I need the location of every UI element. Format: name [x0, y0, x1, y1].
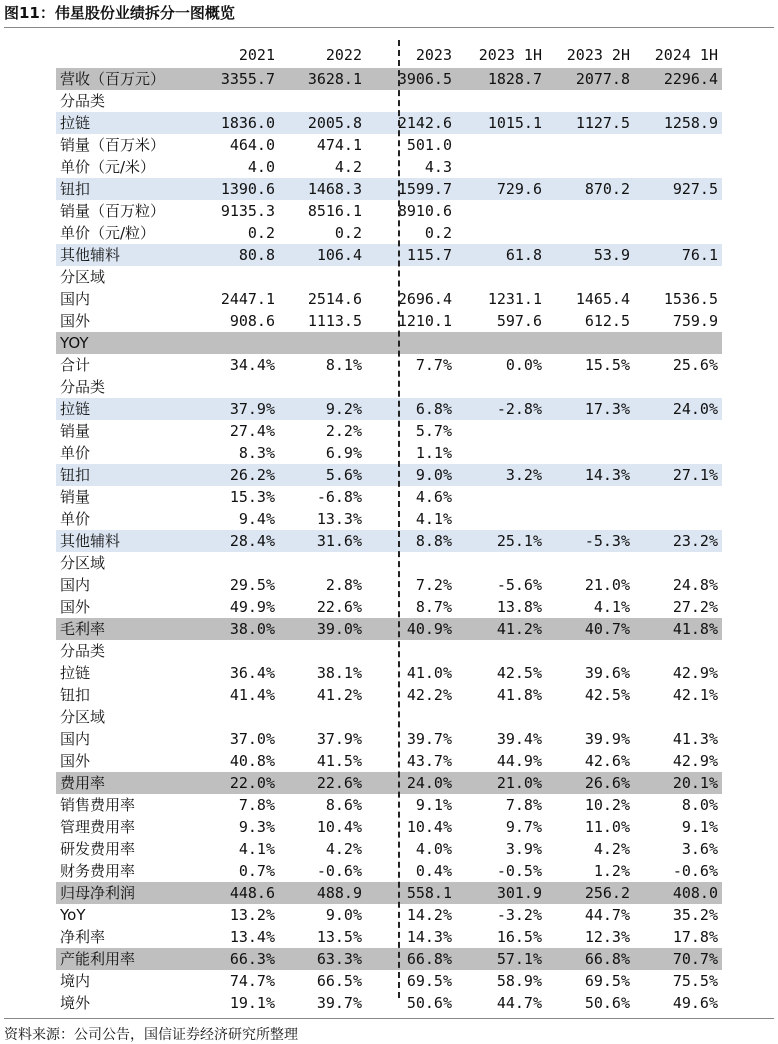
table-cell: 2.8%: [325, 576, 362, 594]
table-cell: 474.1: [316, 136, 362, 154]
table-cell: 66.5%: [316, 972, 362, 990]
table-cell: 13.8%: [496, 598, 542, 616]
row-label: 国内: [60, 290, 91, 308]
table-cell: 49.6%: [672, 994, 718, 1012]
table-cell: 3.9%: [505, 840, 542, 858]
row-label: 销售费用率: [60, 796, 136, 814]
table-cell: 2296.4: [663, 70, 718, 88]
table-cell: 41.8%: [672, 620, 718, 638]
table-row: [56, 376, 722, 398]
row-label: 拉链: [60, 114, 91, 132]
table-row: [56, 530, 722, 552]
table-cell: 1.2%: [593, 862, 630, 880]
table-cell: 66.8%: [406, 950, 452, 968]
table-row: [56, 464, 722, 486]
table-cell: 8.8%: [415, 532, 452, 550]
row-label: 合计: [60, 356, 91, 374]
table-cell: 34.4%: [229, 356, 275, 374]
table-cell: 8.3%: [238, 444, 275, 462]
table-cell: 39.6%: [584, 664, 630, 682]
row-label: 单价: [60, 510, 91, 528]
table-cell: 44.7%: [496, 994, 542, 1012]
row-label: 销量（百万粒）: [60, 202, 166, 220]
table-row: [56, 244, 722, 266]
table-row: [56, 794, 722, 816]
table-row: [56, 68, 722, 90]
column-header-2021: 2021: [238, 46, 275, 64]
table-cell: 1231.1: [487, 290, 542, 308]
table-cell: 29.5%: [229, 576, 275, 594]
table-cell: 41.5%: [316, 752, 362, 770]
row-label: 钮扣: [60, 466, 91, 484]
table-cell: 38.0%: [229, 620, 275, 638]
table-row: [56, 860, 722, 882]
table-cell: 8.6%: [325, 796, 362, 814]
row-label: 分品类: [60, 378, 106, 396]
table-cell: 13.5%: [316, 928, 362, 946]
table-row: [56, 750, 722, 772]
table-cell: 37.9%: [316, 730, 362, 748]
table-cell: 23.2%: [672, 532, 718, 550]
table-cell: 37.0%: [229, 730, 275, 748]
table-row: [56, 354, 722, 376]
table-cell: 39.7%: [316, 994, 362, 1012]
table-row: [56, 508, 722, 530]
table-cell: 69.5%: [406, 972, 452, 990]
table-row: [56, 310, 722, 332]
table-cell: 5.7%: [415, 422, 452, 440]
table-cell: 9.2%: [325, 400, 362, 418]
table-cell: 2447.1: [220, 290, 275, 308]
table-cell: 8.1%: [325, 356, 362, 374]
table-cell: 1468.3: [307, 180, 362, 198]
row-label: 分区域: [60, 708, 106, 726]
table-cell: 38.1%: [316, 664, 362, 682]
table-cell: 36.4%: [229, 664, 275, 682]
table-cell: 8516.1: [307, 202, 362, 220]
table-cell: 3.6%: [681, 840, 718, 858]
table-cell: 3906.5: [397, 70, 452, 88]
table-cell: 41.4%: [229, 686, 275, 704]
figure-title: 图11：伟星股份业绩拆分一图概览: [4, 4, 235, 22]
table-cell: 35.2%: [672, 906, 718, 924]
table-row: [56, 486, 722, 508]
table-cell: 13.2%: [229, 906, 275, 924]
table-cell: 41.2%: [496, 620, 542, 638]
table-cell: 558.1: [406, 884, 452, 902]
table-row: [56, 662, 722, 684]
row-label: 分区域: [60, 554, 106, 572]
table-cell: 7.7%: [415, 356, 452, 374]
table-cell: 488.9: [316, 884, 362, 902]
row-label: 钮扣: [60, 686, 91, 704]
table-cell: 501.0: [406, 136, 452, 154]
table-cell: 57.1%: [496, 950, 542, 968]
table-cell: 9.3%: [238, 818, 275, 836]
table-cell: -5.3%: [584, 532, 630, 550]
table-cell: 4.3: [424, 158, 452, 176]
table-row: [56, 684, 722, 706]
row-label: 国外: [60, 598, 91, 616]
table-cell: 15.5%: [584, 356, 630, 374]
table-cell: 58.9%: [496, 972, 542, 990]
table-cell: 4.2: [334, 158, 362, 176]
row-label: 钮扣: [60, 180, 91, 198]
table-cell: 76.1: [681, 246, 718, 264]
table-cell: 464.0: [229, 136, 275, 154]
table-cell: 61.8: [505, 246, 542, 264]
table-cell: 19.1%: [229, 994, 275, 1012]
table-cell: 1127.5: [575, 114, 630, 132]
table-cell: 49.9%: [229, 598, 275, 616]
table-row: [56, 992, 722, 1014]
table-cell: 2696.4: [397, 290, 452, 308]
row-label: 分区域: [60, 268, 106, 286]
table-row: [56, 134, 722, 156]
table-cell: 31.6%: [316, 532, 362, 550]
row-label: 净利率: [60, 928, 106, 946]
table-cell: 17.8%: [672, 928, 718, 946]
table-cell: 22.6%: [316, 774, 362, 792]
table-cell: 729.6: [496, 180, 542, 198]
table-cell: 20.1%: [672, 774, 718, 792]
column-header-2022: 2022: [325, 46, 362, 64]
table-cell: 9.7%: [505, 818, 542, 836]
table-cell: 0.4%: [415, 862, 452, 880]
row-label: 单价（元/米）: [60, 158, 156, 176]
row-label: 其他辅料: [60, 532, 121, 550]
table-cell: 26.6%: [584, 774, 630, 792]
table-cell: 408.0: [672, 884, 718, 902]
table-cell: 12.3%: [584, 928, 630, 946]
table-row: [56, 574, 722, 596]
table-cell: 10.4%: [406, 818, 452, 836]
table-cell: 15.3%: [229, 488, 275, 506]
table-cell: 42.9%: [672, 664, 718, 682]
table-cell: 27.2%: [672, 598, 718, 616]
table-cell: 597.6: [496, 312, 542, 330]
table-cell: 9.1%: [415, 796, 452, 814]
table-row: [56, 882, 722, 904]
table-cell: 7.8%: [505, 796, 542, 814]
table-cell: 4.2%: [593, 840, 630, 858]
table-cell: 256.2: [584, 884, 630, 902]
table-cell: 16.5%: [496, 928, 542, 946]
table-row: [56, 442, 722, 464]
table-cell: 0.0%: [505, 356, 542, 374]
column-header-2023: 2023: [415, 46, 452, 64]
table-row: [56, 772, 722, 794]
table-cell: 4.0: [247, 158, 275, 176]
table-cell: 106.4: [316, 246, 362, 264]
row-label: YOY: [60, 334, 89, 352]
table-cell: 9.0%: [325, 906, 362, 924]
table-row: [56, 90, 722, 112]
table-row: [56, 552, 722, 574]
table-row: [56, 948, 722, 970]
column-header-2023-2h: 2023 2H: [566, 46, 630, 64]
table-cell: 75.5%: [672, 972, 718, 990]
table-cell: -3.2%: [496, 906, 542, 924]
row-label: 国内: [60, 730, 91, 748]
table-cell: 0.2: [334, 224, 362, 242]
table-cell: 14.3%: [584, 466, 630, 484]
table-cell: 41.3%: [672, 730, 718, 748]
table-cell: 70.7%: [672, 950, 718, 968]
top-rule: [4, 27, 774, 28]
table-row: [56, 728, 722, 750]
table-cell: 63.3%: [316, 950, 362, 968]
row-label: 销量（百万米）: [60, 136, 166, 154]
table-cell: 9135.3: [220, 202, 275, 220]
table-cell: -5.6%: [496, 576, 542, 594]
table-cell: 24.0%: [406, 774, 452, 792]
period-divider-dashed-line: [398, 40, 400, 998]
table-row: [56, 640, 722, 662]
table-row: [56, 420, 722, 442]
table-cell: 42.5%: [584, 686, 630, 704]
table-cell: 4.6%: [415, 488, 452, 506]
table-cell: 24.0%: [672, 400, 718, 418]
table-row: [56, 970, 722, 992]
table-cell: 21.0%: [584, 576, 630, 594]
table-cell: 8910.6: [397, 202, 452, 220]
table-row: [56, 288, 722, 310]
table-cell: 4.0%: [415, 840, 452, 858]
table-cell: 2077.8: [575, 70, 630, 88]
table-cell: 39.0%: [316, 620, 362, 638]
table-row: [56, 926, 722, 948]
table-cell: 42.5%: [496, 664, 542, 682]
table-cell: 39.7%: [406, 730, 452, 748]
table-cell: 0.7%: [238, 862, 275, 880]
table-cell: 17.3%: [584, 400, 630, 418]
table-cell: 22.6%: [316, 598, 362, 616]
table-cell: -2.8%: [496, 400, 542, 418]
table-cell: 1836.0: [220, 114, 275, 132]
table-cell: 42.9%: [672, 752, 718, 770]
table-row: [56, 332, 722, 354]
table-cell: 42.6%: [584, 752, 630, 770]
table-cell: 10.4%: [316, 818, 362, 836]
table-cell: -0.6%: [672, 862, 718, 880]
table-cell: 1536.5: [663, 290, 718, 308]
table-cell: 40.9%: [406, 620, 452, 638]
row-label: 财务费用率: [60, 862, 136, 880]
source-note: 资料来源：公司公告，国信证券经济研究所整理: [4, 1027, 298, 1043]
table-row: [56, 816, 722, 838]
row-label: 营收（百万元）: [60, 70, 166, 88]
table-cell: 41.8%: [496, 686, 542, 704]
table-cell: 74.7%: [229, 972, 275, 990]
table-cell: 6.8%: [415, 400, 452, 418]
table-cell: 0.2: [247, 224, 275, 242]
column-header-2024-1h: 2024 1H: [654, 46, 718, 64]
table-cell: 21.0%: [496, 774, 542, 792]
table-row: [56, 618, 722, 640]
table-cell: 44.9%: [496, 752, 542, 770]
row-label: 境内: [60, 972, 91, 990]
row-label: 管理费用率: [60, 818, 136, 836]
table-cell: 25.1%: [496, 532, 542, 550]
row-label: 国外: [60, 752, 91, 770]
table-cell: 27.1%: [672, 466, 718, 484]
table-cell: 759.9: [672, 312, 718, 330]
table-cell: 10.2%: [584, 796, 630, 814]
table-cell: 6.9%: [325, 444, 362, 462]
table-cell: 1465.4: [575, 290, 630, 308]
row-label: 产能利用率: [60, 950, 136, 968]
table-cell: 3628.1: [307, 70, 362, 88]
table-cell: 1113.5: [307, 312, 362, 330]
table-cell: 7.8%: [238, 796, 275, 814]
table-cell: 13.3%: [316, 510, 362, 528]
table-cell: 8.0%: [681, 796, 718, 814]
table-cell: 7.2%: [415, 576, 452, 594]
table-cell: 43.7%: [406, 752, 452, 770]
table-cell: 66.3%: [229, 950, 275, 968]
row-label: 销量: [60, 488, 91, 506]
table-cell: 1828.7: [487, 70, 542, 88]
table-cell: 2005.8: [307, 114, 362, 132]
table-cell: -6.8%: [316, 488, 362, 506]
table-cell: 1390.6: [220, 180, 275, 198]
table-row: [56, 904, 722, 926]
table-cell: 14.2%: [406, 906, 452, 924]
table-cell: 448.6: [229, 884, 275, 902]
row-label: 销量: [60, 422, 91, 440]
table-cell: 40.7%: [584, 620, 630, 638]
bottom-rule: [4, 1018, 774, 1019]
row-label: 其他辅料: [60, 246, 121, 264]
table-cell: 4.1%: [415, 510, 452, 528]
table-cell: 28.4%: [229, 532, 275, 550]
row-label: 分品类: [60, 642, 106, 660]
table-row: [56, 178, 722, 200]
table-cell: 9.1%: [681, 818, 718, 836]
table-cell: 1210.1: [397, 312, 452, 330]
table-cell: 0.2: [424, 224, 452, 242]
table-row: [56, 838, 722, 860]
table-cell: 41.2%: [316, 686, 362, 704]
row-label: 国外: [60, 312, 91, 330]
table-row: [56, 596, 722, 618]
table-cell: 24.8%: [672, 576, 718, 594]
table-cell: 41.0%: [406, 664, 452, 682]
table-cell: 42.1%: [672, 686, 718, 704]
table-cell: 13.4%: [229, 928, 275, 946]
table-cell: 27.4%: [229, 422, 275, 440]
table-cell: 14.3%: [406, 928, 452, 946]
table-cell: 25.6%: [672, 356, 718, 374]
table-cell: 2.2%: [325, 422, 362, 440]
row-label: 分品类: [60, 92, 106, 110]
table-cell: 3.2%: [505, 466, 542, 484]
table-cell: 39.9%: [584, 730, 630, 748]
table-cell: 66.8%: [584, 950, 630, 968]
row-label: 单价: [60, 444, 91, 462]
table-row: [56, 266, 722, 288]
data-table: [56, 40, 722, 1014]
row-label: 国内: [60, 576, 91, 594]
table-cell: 42.2%: [406, 686, 452, 704]
table-row: [56, 112, 722, 134]
row-label: 单价（元/粒）: [60, 224, 156, 242]
table-cell: 22.0%: [229, 774, 275, 792]
row-label: 研发费用率: [60, 840, 136, 858]
table-cell: 40.8%: [229, 752, 275, 770]
table-cell: 4.2%: [325, 840, 362, 858]
table-cell: 1599.7: [397, 180, 452, 198]
table-cell: -0.6%: [316, 862, 362, 880]
row-label: 归母净利润: [60, 884, 136, 902]
table-row: [56, 222, 722, 244]
table-cell: 50.6%: [406, 994, 452, 1012]
table-cell: 8.7%: [415, 598, 452, 616]
table-cell: 1015.1: [487, 114, 542, 132]
table-cell: 1258.9: [663, 114, 718, 132]
table-cell: 3355.7: [220, 70, 275, 88]
table-cell: 53.9: [593, 246, 630, 264]
row-label: 拉链: [60, 400, 91, 418]
table-cell: 11.0%: [584, 818, 630, 836]
row-label: YoY: [60, 906, 86, 924]
table-cell: 870.2: [584, 180, 630, 198]
row-label: 境外: [60, 994, 91, 1012]
row-label: 拉链: [60, 664, 91, 682]
table-cell: 9.4%: [238, 510, 275, 528]
table-cell: 50.6%: [584, 994, 630, 1012]
table-row: [56, 200, 722, 222]
table-cell: 612.5: [584, 312, 630, 330]
column-header-2023-1h: 2023 1H: [478, 46, 542, 64]
table-cell: 4.1%: [238, 840, 275, 858]
table-cell: 301.9: [496, 884, 542, 902]
table-cell: 4.1%: [593, 598, 630, 616]
table-row: [56, 156, 722, 178]
table-row: [56, 398, 722, 420]
table-cell: 1.1%: [415, 444, 452, 462]
row-label: 毛利率: [60, 620, 106, 638]
table-header-row: [56, 40, 722, 68]
table-cell: 5.6%: [325, 466, 362, 484]
table-cell: 115.7: [406, 246, 452, 264]
table-cell: 39.4%: [496, 730, 542, 748]
table-cell: -0.5%: [496, 862, 542, 880]
table-cell: 37.9%: [229, 400, 275, 418]
table-cell: 44.7%: [584, 906, 630, 924]
table-cell: 9.0%: [415, 466, 452, 484]
table-cell: 908.6: [229, 312, 275, 330]
table-row: [56, 706, 722, 728]
table-cell: 2142.6: [397, 114, 452, 132]
row-label: 费用率: [60, 774, 106, 792]
table-cell: 80.8: [238, 246, 275, 264]
table-cell: 26.2%: [229, 466, 275, 484]
table-cell: 69.5%: [584, 972, 630, 990]
table-cell: 2514.6: [307, 290, 362, 308]
table-cell: 927.5: [672, 180, 718, 198]
